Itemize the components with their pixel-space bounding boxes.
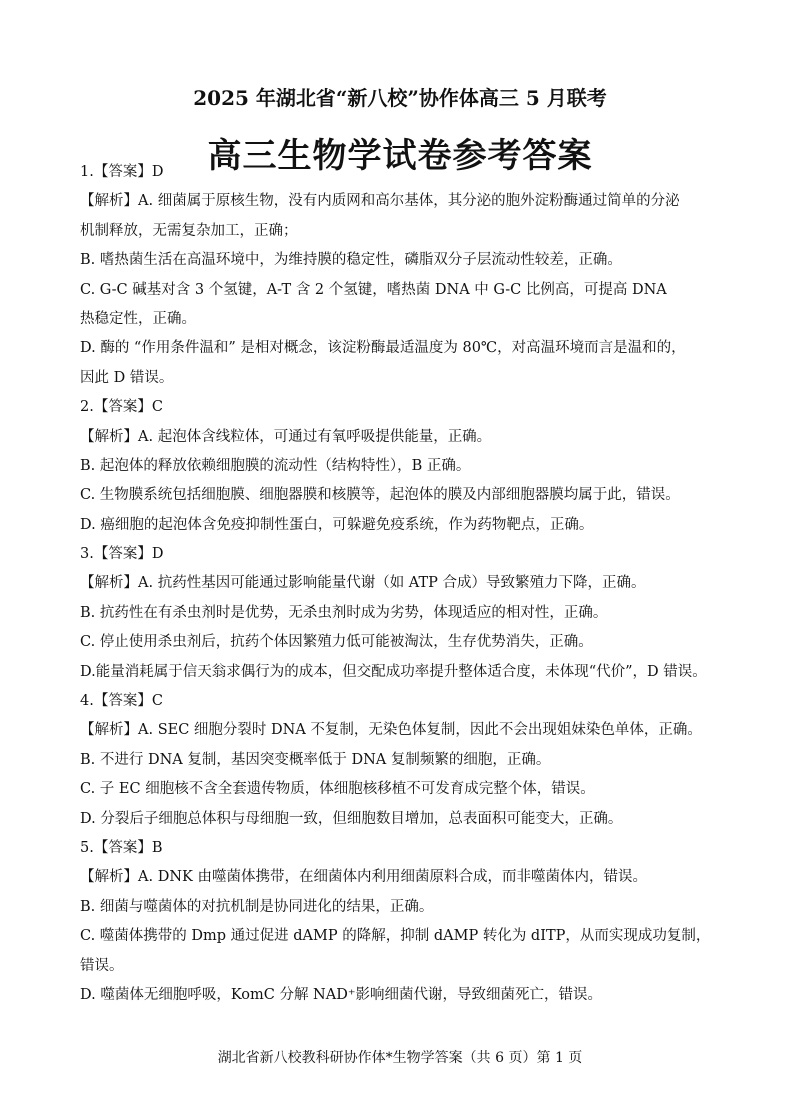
page-title: 高三生物学试卷参考答案 xyxy=(207,136,593,176)
answer-line: 因此 D 错误。 xyxy=(80,369,174,386)
answer-line: 1.【答案】D xyxy=(80,164,164,180)
answer-line: 【解析】A. 抗药性基因可能通过影响能量代谢（如 ATP 合成）导致繁殖力下降，正确。 xyxy=(80,575,646,592)
answer-line: B. 起泡体的释放依赖细胞膜的流动性（结构特性），B 正确。 xyxy=(80,457,471,474)
answer-line: B. 细菌与噬菌体的对抗机制是协同进化的结果，正确。 xyxy=(80,898,434,915)
answer-line: 【解析】A. DNK 由噬菌体携带，在细菌体内利用细菌原料合成，而非噬菌体内，错误。 xyxy=(80,869,647,886)
answer-line: C. 噬菌体携带的 Dmp 通过促进 dAMP 的降解，抑制 dAMP 转化为 dITP，从而实现成功复制， xyxy=(80,928,711,945)
answer-line: D. 分裂后子细胞总体积与母细胞一致，但细胞数目增加，总表面积可能变大，正确。 xyxy=(80,810,623,827)
answer-line: C. 子 EC 细胞核不含全套遗传物质，体细胞核移植不可发育成完整个体，错误。 xyxy=(80,781,595,798)
answer-line: 【解析】A. 起泡体含线粒体，可通过有氧呼吸提供能量，正确。 xyxy=(80,428,492,445)
exam-header-title: 2025 年湖北省“新八校”协作体高三 5 月联考 xyxy=(193,86,607,110)
answer-line: 热稳定性，正确。 xyxy=(80,310,196,327)
answer-line: 5.【答案】B xyxy=(80,839,163,856)
answer-line: C. 停止使用杀虫剂后，抗药个体因繁殖力低可能被淘汰，生存优势消失，正确。 xyxy=(80,634,593,651)
answer-line: D.能量消耗属于信天翁求偶行为的成本，但交配成功率提升整体适合度，未体现“代价”，D 错误。 xyxy=(80,663,707,680)
answer-line: D. 癌细胞的起泡体含免疫抑制性蛋白，可躲避免疫系统，作为药物靶点，正确。 xyxy=(80,516,594,533)
answer-line: 2.【答案】C xyxy=(80,399,163,416)
answer-line: 机制释放，无需复杂加工，正确； xyxy=(80,222,298,239)
answer-line: B. 不进行 DNA 复制，基因突变概率低于 DNA 复制频繁的细胞，正确。 xyxy=(80,751,551,768)
answer-line: C. G-C 碱基对含 3 个氢键，A-T 含 2 个氢键，嗜热菌 DNA 中 G-C 比例高，可提高 DNA xyxy=(80,281,667,298)
answer-line: 【解析】A. 细菌属于原核生物，没有内质网和高尔基体，其分泌的胞外淀粉酶通过简单的分泌 xyxy=(80,193,680,210)
answer-line: 4.【答案】C xyxy=(80,693,163,710)
answer-line: 错误。 xyxy=(80,957,124,974)
answer-line: D. 酶的 “作用条件温和” 是相对概念，该淀粉酶最适温度为 80℃，对高温环境而言是温和的， xyxy=(80,340,686,357)
page-footer: 湖北省新八校教科研协作体*生物学答案（共 6 页）第 1 页 xyxy=(217,1050,583,1066)
answer-line: 3.【答案】D xyxy=(80,546,164,563)
answer-line: B. 嗜热菌生活在高温环境中，为维持膜的稳定性，磷脂双分子层流动性较差，正确。 xyxy=(80,252,622,269)
answer-line: 【解析】A. SEC 细胞分裂时 DNA 不复制，无染色体复制，因此不会出现姐妹染色单体，正确。 xyxy=(80,722,702,739)
answer-line: C. 生物膜系统包括细胞膜、细胞器膜和核膜等，起泡体的膜及内部细胞器膜均属于此，错误。 xyxy=(80,487,680,504)
answer-line: B. 抗药性在有杀虫剂时是优势，无杀虫剂时成为劣势，体现适应的相对性，正确。 xyxy=(80,604,608,621)
answer-content xyxy=(80,158,722,1010)
answer-line: D. 噬菌体无细胞呼吸，KomC 分解 NAD⁺影响细菌代谢，导致细菌死亡，错误。 xyxy=(80,986,602,1003)
